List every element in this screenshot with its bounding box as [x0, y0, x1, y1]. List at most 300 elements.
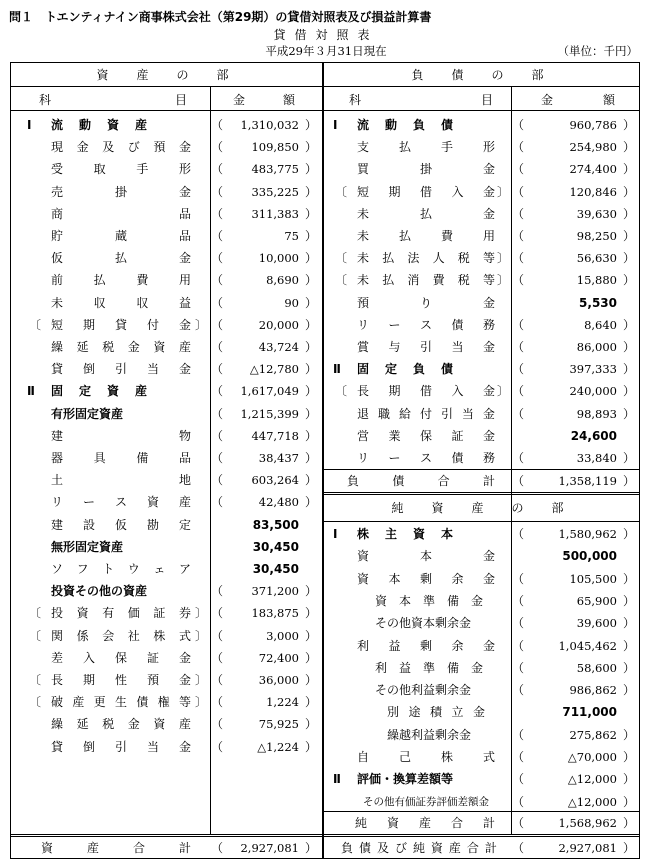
paren-close: ） — [305, 317, 318, 332]
label-char: 金 — [178, 362, 191, 377]
label-char: 余 — [451, 638, 464, 653]
statement-row — [11, 269, 639, 291]
account-label: 評価・換算差額等 — [357, 772, 454, 787]
amount-value: 105,500 — [569, 571, 617, 586]
bracket-open: 〔 — [335, 184, 348, 199]
paren-open: （ — [512, 593, 525, 608]
account-label — [357, 545, 495, 567]
label-char: 投 — [51, 606, 64, 621]
account-label — [375, 590, 483, 612]
amount-value: △12,000 — [567, 772, 617, 787]
bracket-close: 〕 — [195, 606, 208, 621]
paren-close: ） — [623, 616, 636, 631]
statement-row — [11, 635, 639, 657]
account-label — [357, 203, 495, 225]
amount-value: 109,850 — [251, 140, 299, 155]
label-char: び — [394, 841, 407, 855]
paren-close: ） — [305, 340, 318, 354]
amount-value: 58,600 — [576, 660, 617, 675]
paren-open: （ — [211, 673, 224, 687]
paren-close: ） — [305, 362, 318, 377]
amount-value: 240,000 — [569, 384, 617, 399]
account-label — [357, 746, 495, 768]
paren-open: （ — [211, 140, 224, 155]
liabilities-total-row — [11, 470, 639, 492]
label-char: 株 — [153, 628, 166, 643]
paren-open: （ — [512, 474, 525, 488]
label-char: 払 — [382, 273, 395, 288]
label-char: 流 — [51, 118, 64, 132]
statement-date: 平成29年３月31日現在 — [265, 44, 387, 58]
statement-row — [11, 768, 639, 790]
label-char: 金 — [178, 317, 191, 332]
assets-col-amount-1: 金 — [233, 93, 246, 107]
statement-row — [11, 314, 639, 336]
account-label — [357, 336, 495, 358]
label-char: 給 — [398, 406, 411, 421]
label-char: 勘 — [146, 517, 159, 532]
label-char: 式 — [482, 750, 495, 764]
label-char: 定 — [78, 384, 91, 399]
assets-section-title: 資 産 の 部 — [96, 68, 237, 82]
label-char: 器 — [51, 451, 64, 465]
label-char: 現 — [51, 140, 64, 155]
label-char: 受 — [51, 162, 64, 177]
amount-value: 397,333 — [569, 362, 617, 377]
label-char: 収 — [93, 295, 106, 310]
label-char: 費 — [432, 273, 445, 288]
roman-numeral: Ⅰ — [27, 118, 32, 132]
label-char: 貸 — [51, 739, 64, 754]
label-char: 産 — [178, 340, 191, 354]
amount-value: 65,900 — [576, 593, 617, 608]
amount-value: 10,000 — [258, 251, 299, 266]
bracket-open: 〔 — [335, 273, 348, 288]
paren-open: （ — [211, 650, 224, 665]
amount-value: 274,400 — [569, 162, 617, 177]
amount-value: 38,437 — [258, 451, 299, 465]
paren-close: ） — [305, 495, 318, 510]
paren-close: ） — [305, 841, 318, 855]
label-char: 税 — [102, 340, 115, 354]
label-char: 地 — [178, 473, 191, 488]
statement-row — [11, 114, 639, 136]
label-char: 債 — [136, 695, 149, 710]
label-char: 本 — [388, 571, 401, 586]
label-char: 余 — [451, 571, 464, 586]
label-char: ト — [102, 562, 115, 576]
label-char: 費 — [440, 229, 453, 243]
account-label: その他利益剰余金 — [375, 683, 472, 698]
label-char: 預 — [146, 673, 159, 687]
amount-value: 75 — [284, 229, 299, 243]
amount-value: 72,400 — [258, 650, 299, 665]
label-char: 準 — [422, 593, 435, 608]
account-label — [357, 114, 453, 136]
label-char: 自 — [357, 750, 370, 764]
amount-value: 43,724 — [258, 340, 299, 354]
paren-close: ） — [623, 273, 636, 288]
paren-open: （ — [211, 118, 224, 132]
label-char: 形 — [178, 162, 191, 177]
label-char: 付 — [146, 317, 159, 332]
label-char: 証 — [153, 606, 166, 621]
amount-value: 86,000 — [576, 340, 617, 354]
label-char: 期 — [388, 384, 401, 399]
paren-open: （ — [211, 695, 224, 710]
amount-value: 1,580,962 — [558, 527, 617, 541]
label-char: 預 — [357, 295, 370, 310]
statement-row — [11, 225, 639, 247]
statement-row — [11, 523, 639, 545]
paren-close: ） — [305, 184, 318, 199]
bracket-close: 〕 — [497, 251, 510, 266]
label-char: 利 — [357, 638, 370, 653]
paren-close: ） — [305, 406, 318, 421]
label-char: 手 — [440, 140, 453, 155]
account-label — [357, 292, 495, 314]
header-rule — [11, 110, 322, 111]
paren-open: （ — [211, 739, 224, 754]
label-char: 資 — [153, 717, 166, 732]
bracket-open: 〔 — [29, 606, 42, 621]
paren-close: ） — [305, 606, 318, 621]
label-char: 利 — [375, 660, 388, 675]
label-char: 資 — [357, 549, 370, 564]
amount-value: 83,500 — [252, 517, 299, 532]
paren-open: （ — [512, 317, 525, 332]
bracket-close: 〕 — [195, 317, 208, 332]
paren-close: ） — [305, 584, 318, 599]
paren-open: （ — [211, 295, 224, 310]
label-char: 入 — [451, 184, 464, 199]
paren-open: （ — [211, 184, 224, 199]
paren-close: ） — [623, 794, 636, 809]
label-char: 金 — [482, 638, 495, 653]
label-char: 式 — [178, 628, 191, 643]
label-char: 及 — [102, 140, 115, 155]
label-char: 仮 — [51, 251, 64, 266]
paren-open: （ — [512, 816, 525, 830]
label-char: 品 — [178, 451, 191, 465]
label-char: 長 — [357, 384, 370, 399]
label-char: 立 — [451, 705, 464, 720]
label-char: 本 — [398, 593, 411, 608]
paren-close: ） — [623, 772, 636, 787]
paren-open: （ — [512, 841, 525, 855]
paren-open: （ — [512, 118, 525, 132]
label-char: 資 — [41, 841, 54, 855]
label-char: 品 — [178, 206, 191, 221]
paren-close: ） — [623, 251, 636, 266]
label-char: 繰 — [51, 340, 64, 354]
label-char: 務 — [482, 317, 495, 332]
paren-open: （ — [512, 616, 525, 631]
label-char: 払 — [419, 206, 432, 221]
label-char: 務 — [482, 451, 495, 465]
label-char: 資 — [106, 384, 119, 399]
label-char: 負 — [412, 118, 425, 132]
paren-open: （ — [512, 273, 525, 288]
amount-value: 335,225 — [251, 184, 299, 199]
amount-value: 1,617,049 — [240, 384, 299, 399]
label-char: 税 — [457, 273, 470, 288]
paren-open: （ — [512, 140, 525, 155]
statement-row — [11, 181, 639, 203]
label-char: ー — [388, 317, 401, 332]
label-char: 己 — [398, 750, 411, 764]
label-char: 金 — [482, 162, 495, 177]
account-label — [357, 158, 495, 180]
paren-close: ） — [623, 206, 636, 221]
paren-close: ） — [623, 474, 636, 488]
label-char: ェ — [153, 562, 166, 576]
statement-row — [11, 203, 639, 225]
paren-close: ） — [305, 673, 318, 687]
amount-value: 275,862 — [569, 727, 617, 742]
label-char: 株 — [357, 527, 370, 541]
paren-open: （ — [512, 384, 525, 399]
total-label — [341, 837, 497, 859]
label-char: 用 — [482, 229, 495, 243]
total-amount: 2,927,081 — [240, 841, 299, 855]
label-char: 掛 — [114, 184, 127, 199]
label-char: 負 — [412, 362, 425, 377]
label-char: 人 — [432, 251, 445, 266]
statement-row — [11, 545, 639, 567]
label-char: 益 — [388, 638, 401, 653]
paren-open: （ — [211, 340, 224, 354]
label-char: 証 — [451, 428, 464, 443]
label-char: 資 — [386, 816, 399, 830]
label-char: 定 — [178, 517, 191, 532]
label-char: 券 — [178, 606, 191, 621]
label-char: 払 — [93, 273, 106, 288]
amount-value: 90 — [284, 295, 299, 310]
amount-value: 33,840 — [576, 451, 617, 465]
assets-col-item-2: 目 — [175, 93, 188, 107]
amount-value: △1,224 — [257, 739, 299, 754]
assets-col-item-1: 科 — [39, 93, 52, 107]
label-char: 更 — [93, 695, 106, 710]
label-char: 産 — [134, 384, 147, 399]
label-char: 剰 — [419, 638, 432, 653]
paren-open: （ — [512, 340, 525, 354]
label-char: 定 — [384, 362, 397, 377]
label-char: 産 — [86, 841, 99, 855]
label-char: 払 — [398, 140, 411, 155]
label-char: 金 — [482, 549, 495, 564]
account-label — [387, 701, 485, 723]
amount-value: 603,264 — [251, 473, 299, 488]
account-label — [357, 314, 495, 336]
label-char: 払 — [114, 251, 127, 266]
label-char: 入 — [82, 650, 95, 665]
label-char: 債 — [440, 118, 453, 132]
label-char: 保 — [114, 650, 127, 665]
label-char: 保 — [419, 428, 432, 443]
label-char: 益 — [178, 295, 191, 310]
label-char: 別 — [387, 705, 400, 720]
label-char: 当 — [451, 340, 464, 354]
label-char: 備 — [446, 593, 459, 608]
label-char: 固 — [357, 362, 370, 377]
paren-open: （ — [512, 750, 525, 764]
label-char: 金 — [178, 184, 191, 199]
amount-value: 39,630 — [576, 206, 617, 221]
paren-open: （ — [211, 162, 224, 177]
paren-close: ） — [305, 473, 318, 488]
paren-close: ） — [623, 683, 636, 698]
amount-value: 15,880 — [576, 273, 617, 288]
label-char: ー — [82, 495, 95, 510]
label-char: 引 — [440, 406, 453, 421]
label-char: 性 — [114, 673, 127, 687]
label-char: 剰 — [419, 571, 432, 586]
paren-open: （ — [211, 628, 224, 643]
label-char: 延 — [76, 717, 89, 732]
label-char: 賞 — [357, 340, 370, 354]
paren-open: （ — [211, 717, 224, 732]
statement-row — [11, 568, 639, 590]
label-char: 売 — [51, 184, 64, 199]
paren-close: ） — [623, 340, 636, 354]
label-char: 証 — [146, 650, 159, 665]
label-char: 債 — [440, 362, 453, 377]
label-char: 金 — [472, 705, 485, 720]
label-char: 権 — [157, 695, 170, 710]
label-char: 営 — [357, 428, 370, 443]
roman-numeral: Ⅱ — [27, 384, 35, 399]
paren-close: ） — [623, 162, 636, 177]
account-label: その他資本剰余金 — [375, 616, 472, 631]
label-char: 与 — [388, 340, 401, 354]
paren-open: （ — [211, 273, 224, 288]
label-char: 産 — [134, 118, 147, 132]
paren-close: ） — [305, 118, 318, 132]
header-rule — [11, 86, 322, 87]
label-char: 商 — [51, 206, 64, 221]
label-char: り — [419, 295, 432, 310]
amount-value: 254,980 — [569, 140, 617, 155]
amount-value: 1,310,032 — [240, 118, 299, 132]
label-char: 有 — [102, 606, 115, 621]
amount-value: 30,450 — [252, 562, 299, 576]
roman-numeral: Ⅰ — [333, 118, 338, 132]
bracket-open: 〔 — [29, 317, 42, 332]
liab-col-item-2: 目 — [481, 93, 494, 107]
label-char: 未 — [357, 273, 370, 288]
paren-close: ） — [623, 184, 636, 199]
total-label — [347, 470, 495, 492]
account-label — [357, 136, 495, 158]
label-char: 未 — [357, 251, 370, 266]
label-char: 借 — [419, 184, 432, 199]
statement-row — [11, 292, 639, 314]
label-char: 金 — [482, 206, 495, 221]
label-char: 積 — [429, 705, 442, 720]
label-char: 関 — [51, 628, 64, 643]
label-char: 入 — [451, 384, 464, 399]
bracket-open: 〔 — [29, 628, 42, 643]
label-char: 社 — [127, 628, 140, 643]
paren-open: （ — [512, 527, 525, 541]
label-char: 金 — [178, 650, 191, 665]
amount-value: 447,718 — [251, 428, 299, 443]
account-label: 有形固定資産 — [51, 406, 124, 421]
amount-value: 39,600 — [576, 616, 617, 631]
label-char: 金 — [178, 140, 191, 155]
page-title: 問１ トエンティナイン商事株式会社（第29期）の貸借対照表及び損益計算書 — [9, 10, 432, 24]
label-char: 本 — [440, 527, 453, 541]
paren-open: （ — [512, 229, 525, 243]
paren-open: （ — [512, 406, 525, 421]
net-assets-section-title: 純 資 産 の 部 — [391, 501, 572, 515]
account-label — [357, 247, 495, 269]
label-char: 負 — [341, 841, 354, 855]
amount-value: 483,775 — [251, 162, 299, 177]
amount-value: 24,600 — [570, 428, 617, 443]
label-char: 形 — [482, 140, 495, 155]
account-label — [357, 358, 453, 380]
label-char: 純 — [412, 841, 425, 855]
paren-close: ） — [623, 118, 636, 132]
amount-value: 1,045,462 — [558, 638, 617, 653]
grand-total-row — [11, 837, 639, 859]
label-char: 短 — [357, 184, 370, 199]
label-char: ス — [419, 451, 432, 465]
paren-close: ） — [305, 206, 318, 221]
amount-value: △70,000 — [567, 750, 617, 764]
amount-value: 98,893 — [576, 406, 617, 421]
paren-open: （ — [512, 162, 525, 177]
label-char: 金 — [178, 739, 191, 754]
statement-row — [11, 158, 639, 180]
net-assets-total-row — [11, 812, 639, 834]
label-char: 破 — [51, 695, 64, 710]
statement-row — [11, 657, 639, 679]
amount-value: 8,640 — [584, 317, 617, 332]
account-label — [357, 447, 495, 469]
label-char: び — [127, 140, 140, 155]
label-char: 係 — [76, 628, 89, 643]
label-char: 純 — [355, 816, 368, 830]
paren-close: ） — [623, 362, 636, 377]
label-char: 金 — [127, 717, 140, 732]
label-char: 動 — [384, 118, 397, 132]
label-char: 資 — [430, 841, 443, 855]
total-amount: 2,927,081 — [558, 841, 617, 855]
amount-value: 56,630 — [576, 251, 617, 266]
label-char: 退 — [357, 406, 370, 421]
bracket-open: 〔 — [335, 384, 348, 399]
bracket-close: 〕 — [497, 384, 510, 399]
paren-open: （ — [512, 683, 525, 698]
label-char: 産 — [418, 816, 431, 830]
label-char: 金 — [482, 340, 495, 354]
statement-row — [11, 724, 639, 746]
label-char: 引 — [419, 340, 432, 354]
label-char: 等 — [178, 695, 191, 710]
bracket-close: 〕 — [497, 273, 510, 288]
label-char: 具 — [93, 451, 106, 465]
label-char: 産 — [448, 841, 461, 855]
bracket-open: 〔 — [29, 673, 42, 687]
paren-close: ） — [623, 571, 636, 586]
bracket-close: 〕 — [195, 628, 208, 643]
label-char: 金 — [482, 406, 495, 421]
label-char: 金 — [482, 571, 495, 586]
